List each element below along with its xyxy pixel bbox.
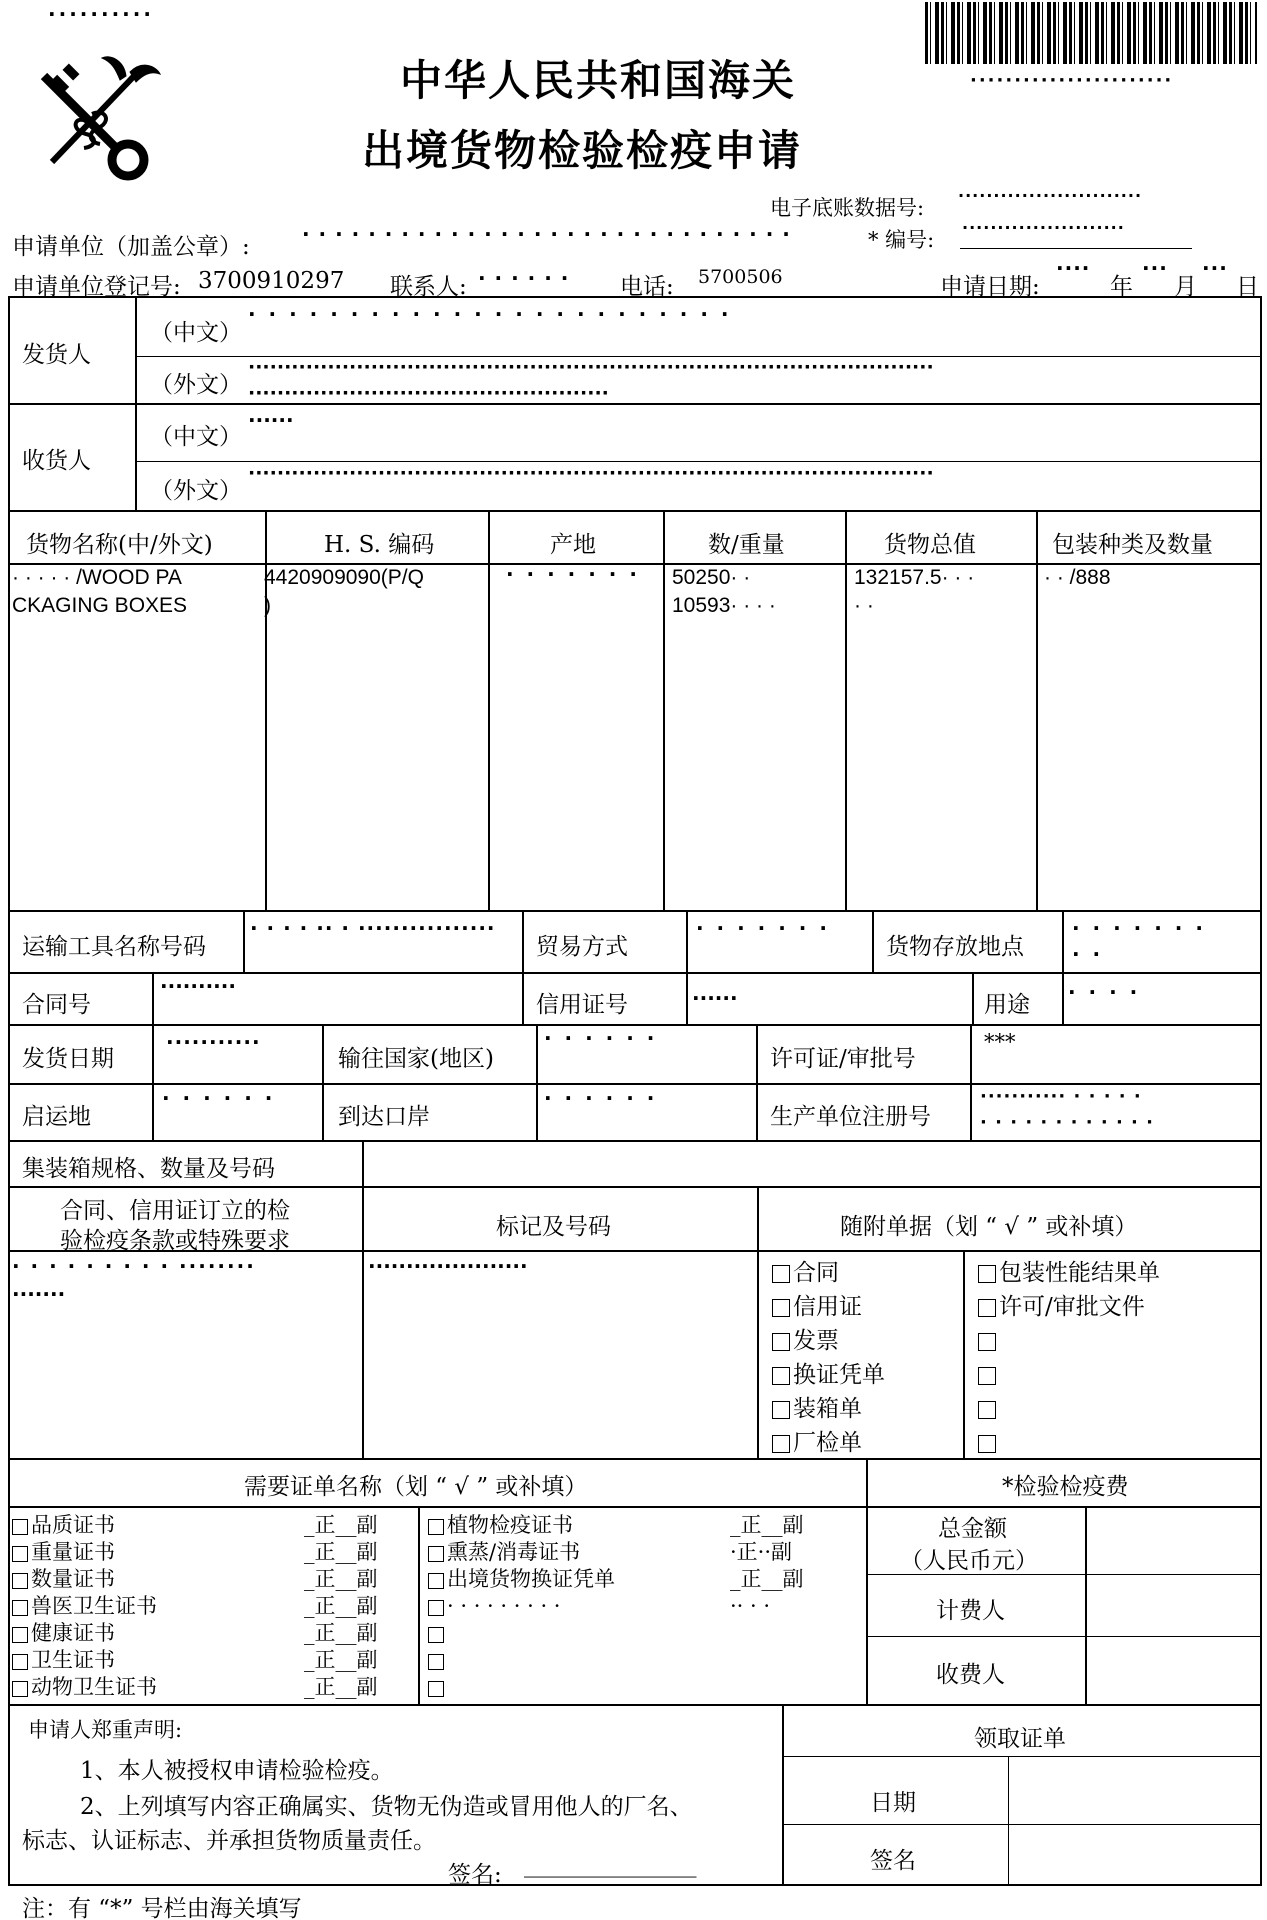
attached-docs-right bbox=[978, 1256, 1160, 1460]
goods-header-package: 包装种类及数量 bbox=[1052, 532, 1213, 558]
cert-checkbox-health[interactable]: 健康证书 bbox=[12, 1620, 157, 1647]
reg-no-value: 3700910297 bbox=[198, 268, 345, 294]
consignee-cn-value: ······ bbox=[248, 408, 294, 432]
doc-checkbox-blank-3[interactable] bbox=[978, 1392, 1160, 1426]
day-unit: 日 bbox=[1236, 274, 1259, 300]
vehicle-value: · · · · ·· · ················ bbox=[250, 916, 496, 940]
special-req-value-1: · · · · · · · · · ········ bbox=[12, 1254, 256, 1278]
copies-field[interactable]: _正__副 bbox=[304, 1567, 378, 1591]
consignee-foreign-label: （外文） bbox=[150, 478, 242, 504]
receive-sign-label: 签名 bbox=[870, 1848, 916, 1874]
qty-line-2: 10593· · · · bbox=[672, 594, 776, 617]
applicant-sign-line[interactable]: _______________ bbox=[524, 1852, 697, 1878]
contact-value: · · · · · · bbox=[478, 266, 570, 290]
qty-line-1: 50250· · bbox=[672, 566, 751, 589]
apply-day-value: ··· bbox=[1202, 256, 1228, 280]
attached-docs-left bbox=[772, 1256, 885, 1460]
arrival-port-value: · · · · · · bbox=[544, 1086, 658, 1110]
total-amount-label-1: 总金额 bbox=[938, 1516, 1007, 1542]
receive-cert-header: 领取证单 bbox=[974, 1726, 1066, 1752]
contact-label: 联系人: bbox=[390, 274, 467, 300]
title-line-1: 中华人民共和国海关 bbox=[400, 56, 797, 105]
doc-checkbox-contract[interactable]: 合同 bbox=[772, 1256, 885, 1290]
cert-checkbox-phytosanitary[interactable]: 植物检疫证书 bbox=[428, 1512, 615, 1539]
dest-country-label: 输往国家(地区) bbox=[338, 1046, 494, 1072]
declaration-item-2a: 2、上列填写内容正确属实、货物无伪造或冒用他人的厂名、 bbox=[80, 1794, 693, 1820]
goods-header-hs: H. S. 编码 bbox=[324, 532, 435, 558]
goods-header-name: 货物名称(中/外文) bbox=[26, 532, 213, 558]
copies-field[interactable]: _正__副 bbox=[730, 1513, 804, 1537]
barcode bbox=[925, 2, 1257, 64]
cert-checkbox-quantity[interactable]: 数量证书 bbox=[12, 1566, 157, 1593]
contract-label: 合同号 bbox=[22, 992, 91, 1018]
charger-label: 计费人 bbox=[936, 1598, 1005, 1624]
dest-country-value: · · · · · · bbox=[544, 1026, 658, 1050]
contract-value: ·········· bbox=[160, 974, 236, 998]
doc-checkbox-blank-2[interactable] bbox=[978, 1358, 1160, 1392]
package-value: · · /888 bbox=[1044, 566, 1111, 589]
cert-header: 需要证单名称（划 “ √ ” 或补填） bbox=[244, 1474, 588, 1500]
applicant-unit-value: · · · · · · · · · · · · · · · · · · · · · · · · · · · · · · bbox=[302, 222, 791, 246]
total-value-line-2: · · bbox=[854, 594, 874, 617]
goods-header-qty: 数/重量 bbox=[708, 532, 785, 558]
year-unit: 年 bbox=[1110, 274, 1133, 300]
month-unit: 月 bbox=[1174, 274, 1197, 300]
use-value: · · · · bbox=[1068, 980, 1141, 1004]
serial-label: * 编号: bbox=[868, 228, 935, 252]
reg-no-label: 申请单位登记号: bbox=[12, 274, 181, 300]
consignor-foreign-label: （外文） bbox=[150, 372, 242, 398]
barcode-number: ······················· bbox=[970, 70, 1174, 91]
trade-mode-label: 贸易方式 bbox=[536, 934, 628, 960]
total-amount-label-2: （人民币元） bbox=[900, 1548, 1038, 1574]
copies-field[interactable]: ·正··副 bbox=[730, 1540, 793, 1564]
arrival-port-label: 到达口岸 bbox=[338, 1104, 430, 1130]
copies-field[interactable]: _正__副 bbox=[304, 1675, 378, 1699]
applicant-sign-label: 签名: bbox=[448, 1862, 502, 1888]
trade-mode-value: · · · · · · · bbox=[696, 916, 830, 940]
storage-label: 货物存放地点 bbox=[886, 934, 1024, 960]
cert-checkbox-animal-health[interactable]: 动物卫生证书 bbox=[12, 1674, 157, 1701]
ship-date-label: 发货日期 bbox=[22, 1046, 114, 1072]
doc-checkbox-invoice[interactable]: 发票 bbox=[772, 1324, 885, 1358]
cert-checkbox-fumigation[interactable]: 熏蒸/消毒证书 bbox=[428, 1539, 615, 1566]
copies-field[interactable]: _正__副 bbox=[304, 1648, 378, 1672]
origin-value: · · · · · · · bbox=[506, 562, 640, 586]
vehicle-label: 运输工具名称号码 bbox=[22, 934, 206, 960]
declaration-item-1: 1、本人被授权申请检验检疫。 bbox=[80, 1758, 394, 1784]
origin-place-value: · · · · · · bbox=[162, 1086, 276, 1110]
cert-checkbox-weight[interactable]: 重量证书 bbox=[12, 1539, 157, 1566]
cert-list-left bbox=[12, 1512, 157, 1701]
doc-checkbox-permit-file[interactable]: 许可/审批文件 bbox=[978, 1290, 1160, 1324]
goods-name-line-2: CKAGING BOXES bbox=[12, 594, 188, 617]
declaration-title: 申请人郑重声明: bbox=[28, 1718, 183, 1742]
hs-code-line-2: ) bbox=[264, 594, 271, 617]
doc-checkbox-packing-list[interactable]: 装箱单 bbox=[772, 1392, 885, 1426]
consignor-foreign-value-1: ······························································································· bbox=[248, 356, 934, 378]
cert-checkbox-veterinary[interactable]: 兽医卫生证书 bbox=[12, 1593, 157, 1620]
collector-label: 收费人 bbox=[936, 1662, 1005, 1688]
container-label: 集装箱规格、数量及号码 bbox=[22, 1156, 275, 1182]
lc-label: 信用证号 bbox=[536, 992, 628, 1018]
apply-year-value: ···· bbox=[1056, 256, 1091, 280]
top-masked-text: ·········· bbox=[48, 2, 154, 26]
attached-docs-label: 随附单据（划 “ √ ” 或补填） bbox=[840, 1214, 1138, 1240]
cert-list-right bbox=[428, 1512, 615, 1701]
consignor-cn-value: · · · · · · · · · · · · · · · · · · · · · · · · bbox=[248, 302, 732, 326]
cert-copies-left bbox=[304, 1512, 378, 1701]
doc-checkbox-factory-inspection[interactable]: 厂检单 bbox=[772, 1426, 885, 1460]
marks-value: ····················· bbox=[368, 1254, 528, 1278]
ship-date-value: ··········· bbox=[166, 1030, 261, 1054]
consignee-cn-label: （中文） bbox=[150, 424, 242, 450]
goods-header-origin: 产地 bbox=[550, 532, 596, 558]
cert-checkbox-blank-1[interactable] bbox=[428, 1620, 615, 1647]
goods-name-line-1: · · · · · /WOOD PA bbox=[12, 566, 182, 589]
consignee-foreign-value: ······························································································· bbox=[248, 462, 934, 484]
storage-value-2: · · bbox=[1072, 942, 1104, 966]
ebook-label: 电子底账数据号: bbox=[770, 196, 925, 220]
copies-field[interactable]: _正__副 bbox=[304, 1540, 378, 1564]
doc-checkbox-blank-1[interactable] bbox=[978, 1324, 1160, 1358]
apply-month-value: ··· bbox=[1142, 256, 1168, 280]
special-req-label-1: 合同、信用证订立的检 bbox=[60, 1198, 290, 1224]
special-req-value-2: ······· bbox=[12, 1282, 66, 1306]
apply-date-label: 申请日期: bbox=[940, 274, 1040, 300]
license-value: *** bbox=[984, 1030, 1016, 1054]
serial-value: ······················· bbox=[962, 218, 1125, 237]
footer-note: 注：有 “*” 号栏由海关填写 bbox=[22, 1896, 302, 1920]
cert-checkbox-other[interactable]: · · · · · · · · · bbox=[428, 1593, 615, 1620]
producer-value-2: · · · · · · · · · · · · bbox=[980, 1112, 1154, 1133]
goods-header-value: 货物总值 bbox=[884, 532, 976, 558]
producer-value-1: ··········· · · · · · bbox=[980, 1086, 1142, 1107]
origin-place-label: 启运地 bbox=[22, 1104, 91, 1130]
cert-checkbox-exchange-voucher[interactable]: 出境货物换证凭单 bbox=[428, 1566, 615, 1593]
producer-label: 生产单位注册号 bbox=[770, 1104, 931, 1130]
storage-value-1: · · · · · · · bbox=[1072, 916, 1206, 940]
applicant-unit-label: 申请单位（加盖公章）: bbox=[12, 234, 250, 260]
copies-field[interactable]: _正__副 bbox=[730, 1567, 804, 1591]
consignee-label: 收货人 bbox=[22, 448, 91, 474]
receive-date-label: 日期 bbox=[870, 1790, 916, 1816]
consignor-cn-label: （中文） bbox=[150, 320, 242, 346]
lc-value: ······ bbox=[692, 986, 738, 1010]
copies-field[interactable]: ·· · · bbox=[730, 1594, 771, 1618]
cert-checkbox-sanitary[interactable]: 卫生证书 bbox=[12, 1647, 157, 1674]
copies-field[interactable]: _正__副 bbox=[304, 1513, 378, 1537]
total-value-line-1: 132157.5· · · bbox=[854, 566, 975, 589]
marks-label: 标记及号码 bbox=[496, 1214, 611, 1240]
doc-checkbox-lc[interactable]: 信用证 bbox=[772, 1290, 885, 1324]
license-label: 许可证/审批号 bbox=[770, 1046, 916, 1072]
copies-field[interactable]: _正__副 bbox=[304, 1594, 378, 1618]
phone-value: 5700506 bbox=[698, 266, 783, 288]
consignor-foreign-value-2: ·················································· bbox=[248, 382, 609, 404]
special-req-label-2: 验检疫条款或特殊要求 bbox=[60, 1228, 290, 1254]
phone-label: 电话: bbox=[620, 274, 674, 300]
cert-checkbox-quality[interactable]: 品质证书 bbox=[12, 1512, 157, 1539]
cert-copies-right bbox=[730, 1512, 804, 1620]
use-label: 用途 bbox=[984, 992, 1030, 1018]
hs-code-line-1: 4420909090(P/Q bbox=[264, 566, 424, 589]
customs-emblem-icon bbox=[30, 52, 165, 187]
ebook-value: ·························· bbox=[958, 186, 1143, 205]
declaration-item-2b: 标志、认证标志、并承担货物质量责任。 bbox=[22, 1828, 436, 1854]
doc-checkbox-exchange-voucher[interactable]: 换证凭单 bbox=[772, 1358, 885, 1392]
cert-checkbox-blank-2[interactable] bbox=[428, 1647, 615, 1674]
copies-field[interactable]: _正__副 bbox=[304, 1621, 378, 1645]
consignor-label: 发货人 bbox=[22, 342, 91, 368]
cert-checkbox-blank-3[interactable] bbox=[428, 1674, 615, 1701]
fee-header: *检验检疫费 bbox=[1002, 1474, 1129, 1500]
doc-checkbox-packaging-result[interactable]: 包装性能结果单 bbox=[978, 1256, 1160, 1290]
title-line-2: 出境货物检验检疫申请 bbox=[362, 126, 803, 175]
doc-checkbox-blank-4[interactable] bbox=[978, 1426, 1160, 1460]
